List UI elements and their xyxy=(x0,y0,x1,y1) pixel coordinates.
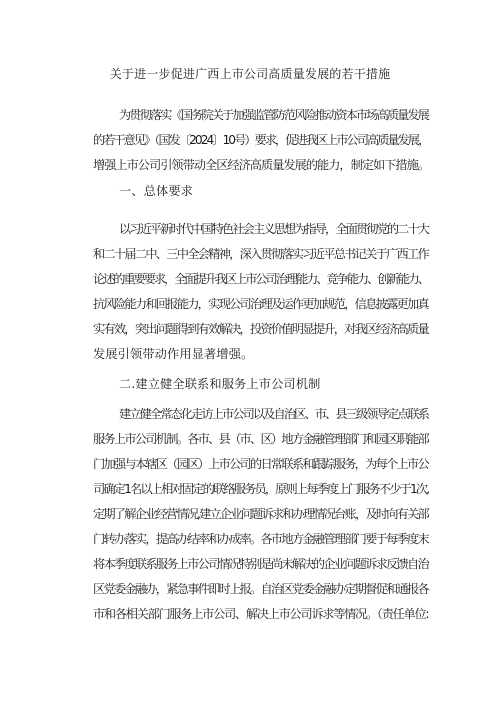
paragraph-line: 以习近平新时代中国特色社会主义思想为指导，全面贯彻党的二十大 xyxy=(119,222,429,236)
document-title: 关于进一步促进广西上市公司高质量发展的若干措施 xyxy=(109,67,391,81)
paragraph-line: 将本季度联系服务上市公司情况特别是尚未解决的企业问题诉求反馈自治 xyxy=(93,557,428,571)
paragraph-line: 定期了解企业经营情况,建立企业问题诉求和办理情况台账，及时向有关部 xyxy=(93,507,428,521)
paragraph-line: 司确定1名以上相对固定的联络服务员，原则上每季度上门服务不少于1次, xyxy=(93,482,429,496)
paragraph-line: 建立健全常态化走访上市公司以及自治区、市、县三级领导定点联系 xyxy=(119,407,429,421)
section-heading: 二.建立健全联系和服务上市公司机制 xyxy=(119,377,321,391)
paragraph-line: 为贯彻落实《国务院关于加强监管防范风险推动资本市场高质量发展 xyxy=(119,108,429,122)
paragraph-line: 论述的重要要求，全面提升我区上市公司治理能力、竞争能力、创新能力、 xyxy=(93,272,428,286)
section-heading: 一、总体要求 xyxy=(119,184,194,198)
paragraph-line: 发展引领带动作用显著增强。 xyxy=(93,347,254,361)
paragraph-line: 服务上市公司机制。各市、县（市、区）地方金融管理部门和园区职能部 xyxy=(93,432,428,446)
paragraph-line: 区党委金融办，紧急事件即时上报。自治区党委金融办定期督促和通报各 xyxy=(93,582,428,596)
paragraph-line: 增强上市公司引领带动全区经济高质量发展的能力，制定如下措施。 xyxy=(93,158,429,172)
paragraph-line: 市和各相关部门服务上市公司、解决上市公司诉求等情况。（责任单位: xyxy=(93,607,429,621)
paragraph-line: 的若干意见》（国发〔2024〕10号）要求，促进我区上市公司高质量发展， xyxy=(93,133,429,147)
paragraph-line: 抗风险能力和回报能力，实现公司治理及运作更加规范，信息披露更加真 xyxy=(93,297,428,311)
paragraph-line: 和二十届二中、三中全会精神，深入贯彻落实习近平总书记关于广西工作 xyxy=(93,247,428,261)
paragraph-line: 门加强与本辖区（园区）上市公司的日常联系和跟踪服务，为每个上市公 xyxy=(93,457,428,471)
paragraph-line: 门转办落实，提高办结率和办成率。各市地方金融管理部门要于每季度末 xyxy=(93,532,428,546)
paragraph-line: 实有效，突出问题得到有效解决，投资价值明显提升，对我区经济高质量 xyxy=(93,322,428,336)
